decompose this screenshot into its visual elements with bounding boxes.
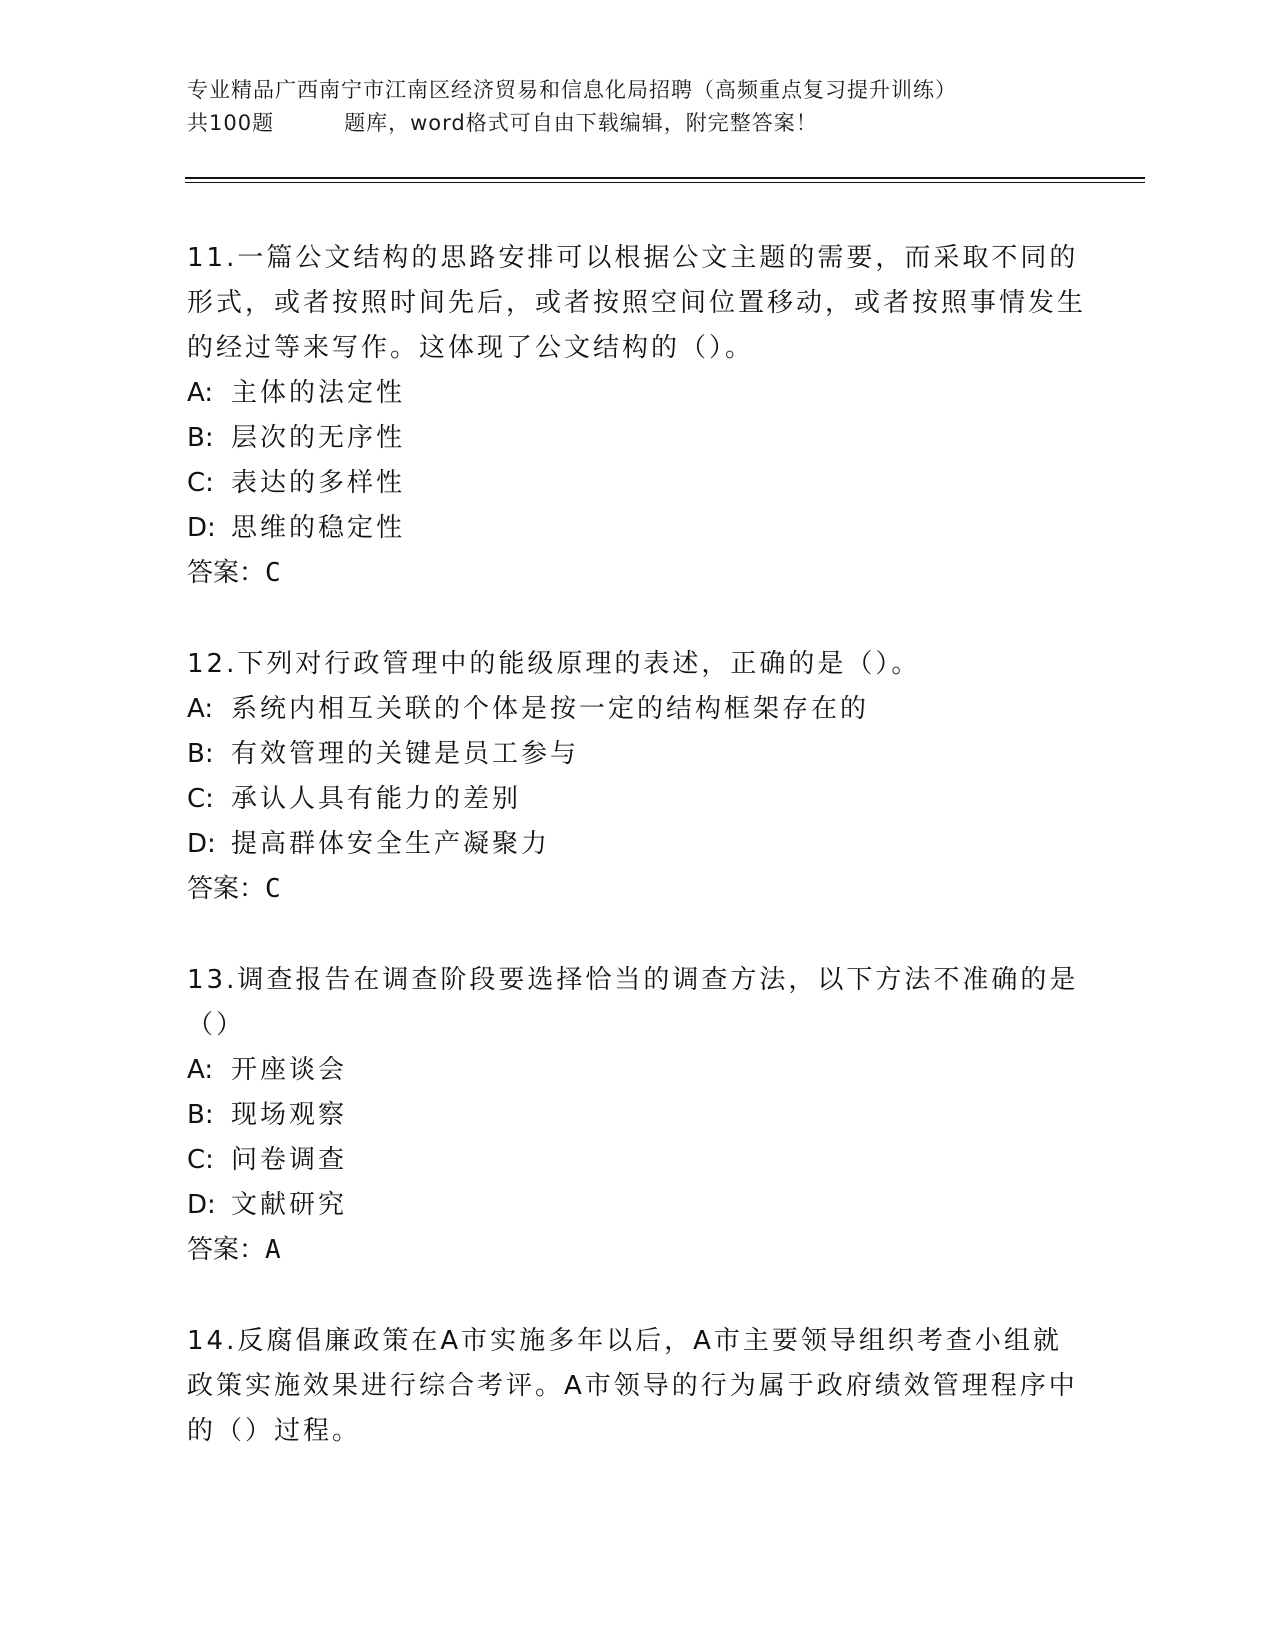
question-item [187, 642, 1087, 912]
option-text: 系统内相互关联的个体是按一定的结构框架存在的 [231, 694, 870, 724]
option-text: 问卷调查 [231, 1145, 348, 1175]
option-letter: A: [187, 1055, 214, 1085]
option-letter: A: [187, 378, 214, 408]
answer-value: C [265, 558, 281, 588]
question-text: 12.下列对行政管理中的能级原理的表述，正确的是（）。 [187, 649, 921, 679]
option-letter: C: [187, 1145, 214, 1175]
option-letter: A: [187, 694, 214, 724]
option-text: 开座谈会 [231, 1055, 348, 1085]
header-divider-thick [185, 177, 1145, 179]
document-header [187, 74, 1087, 140]
option-letter: B: [187, 1100, 214, 1130]
option-d [187, 822, 1087, 867]
header-note: 题库，word格式可自由下载编辑，附完整答案！ [344, 111, 818, 135]
option-text: 提高群体安全生产凝聚力 [231, 829, 551, 859]
answer-label: 答案： [187, 1235, 266, 1265]
option-letter: B: [187, 423, 214, 453]
answer-line [187, 551, 1087, 596]
option-d [187, 506, 1087, 551]
option-text: 承认人具有能力的差别 [231, 784, 522, 814]
option-a [187, 687, 1087, 732]
answer-value: C [265, 874, 281, 904]
option-letter: C: [187, 468, 214, 498]
option-letter: B: [187, 739, 214, 769]
header-title-line: 专业精品广西南宁市江南区经济贸易和信息化局招聘（高频重点复习提升训练） [187, 78, 957, 102]
header-divider-thin [185, 182, 1145, 183]
option-b [187, 416, 1087, 461]
option-text: 现场观察 [231, 1100, 348, 1130]
answer-label: 答案： [187, 874, 266, 904]
question-count: 共100题 [187, 111, 275, 135]
option-a [187, 1048, 1087, 1093]
answer-label: 答案： [187, 558, 266, 588]
option-c [187, 461, 1087, 506]
header-subtitle-line [187, 107, 1087, 140]
question-text: 14.反腐倡廉政策在A市实施多年以后，A市主要领导组织考查小组就政策实施效果进行综合考评。A市领导的行为属于政府绩效管理程序中的（）过程。 [187, 1326, 1078, 1446]
option-letter: D: [187, 829, 216, 859]
option-text: 主体的法定性 [231, 378, 406, 408]
option-d [187, 1183, 1087, 1228]
option-b [187, 1093, 1087, 1138]
option-c [187, 1138, 1087, 1183]
option-text: 思维的稳定性 [231, 513, 406, 543]
option-letter: D: [187, 1190, 216, 1220]
option-a [187, 371, 1087, 416]
question-item [187, 236, 1087, 596]
answer-value: A [265, 1235, 281, 1265]
option-c [187, 777, 1087, 822]
option-b [187, 732, 1087, 777]
answer-line [187, 1228, 1087, 1273]
question-text: 11.一篇公文结构的思路安排可以根据公文主题的需要，而采取不同的形式，或者按照时间先后，或者按照空间位置移动，或者按照事情发生的经过等来写作。这体现了公文结构的（）。 [187, 243, 1087, 363]
question-item [187, 1319, 1087, 1454]
option-text: 有效管理的关键是员工参与 [231, 739, 580, 769]
question-list [187, 236, 1087, 1500]
option-text: 文献研究 [231, 1190, 348, 1220]
option-text: 层次的无序性 [231, 423, 406, 453]
option-letter: C: [187, 784, 214, 814]
answer-line [187, 867, 1087, 912]
option-text: 表达的多样性 [231, 468, 406, 498]
question-item [187, 958, 1087, 1273]
question-text: 13.调查报告在调查阶段要选择恰当的调查方法，以下方法不准确的是（） [187, 965, 1079, 1040]
option-letter: D: [187, 513, 216, 543]
